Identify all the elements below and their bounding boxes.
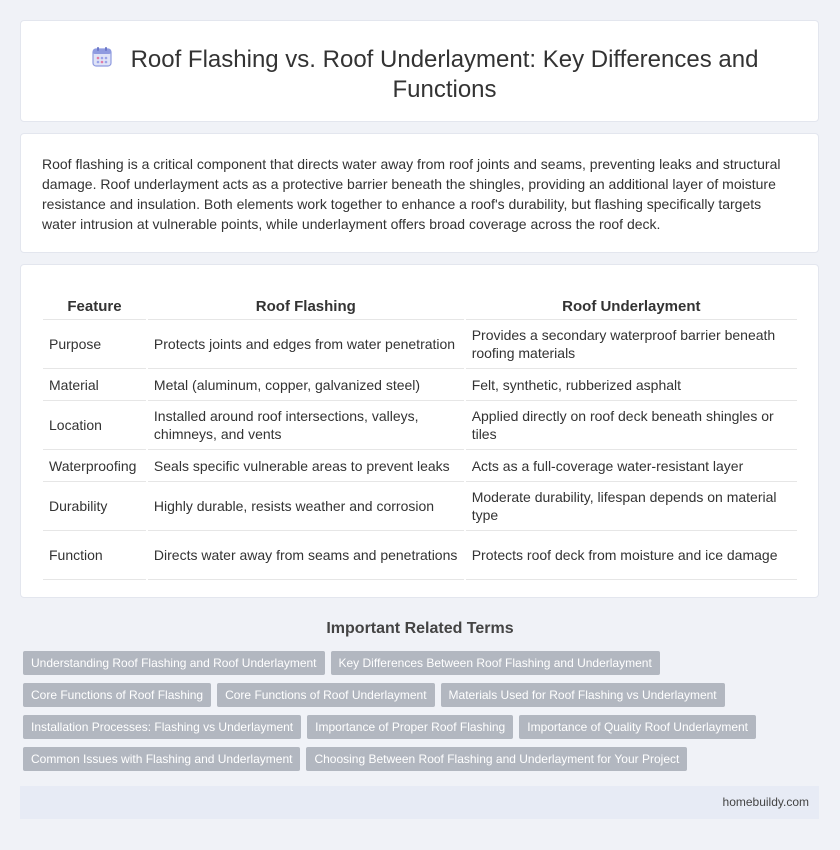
header-feature: Feature: [43, 293, 146, 320]
table-header-row: [43, 293, 797, 320]
feature-cell: Durability: [43, 482, 146, 531]
flashing-cell: Highly durable, resists weather and corrosion: [148, 482, 464, 531]
feature-cell: Purpose: [43, 320, 146, 369]
related-terms-list: [23, 651, 803, 779]
page-title: Roof Flashing vs. Roof Underlayment: Key Differences and Functions: [130, 46, 759, 103]
related-term-link[interactable]: Core Functions of Roof Underlayment: [217, 683, 434, 707]
intro-card: [20, 133, 819, 253]
title-card: [20, 20, 819, 122]
table-row: [43, 450, 797, 482]
related-term-link[interactable]: Common Issues with Flashing and Underlayment: [23, 747, 300, 771]
feature-cell: Function: [43, 531, 146, 580]
flashing-cell: Protects joints and edges from water penetration: [148, 320, 464, 369]
table-row: [43, 401, 797, 450]
feature-cell: Location: [43, 401, 146, 450]
flashing-cell: Directs water away from seams and penetrations: [148, 531, 464, 580]
related-terms-title: Important Related Terms: [326, 620, 514, 637]
header-roof-underlayment: Roof Underlayment: [466, 293, 797, 320]
underlayment-cell: Protects roof deck from moisture and ice damage: [466, 531, 797, 580]
underlayment-cell: Moderate durability, lifespan depends on material type: [466, 482, 797, 531]
underlayment-cell: Provides a secondary waterproof barrier beneath roofing materials: [466, 320, 797, 369]
comparison-table-card: [20, 264, 819, 598]
footer-site-link[interactable]: homebuildy.com: [722, 795, 809, 809]
feature-cell: Waterproofing: [43, 450, 146, 482]
intro-paragraph: Roof flashing is a critical component that directs water away from roof joints and seams, preventing leaks and structural damage. Roof underlayment acts as a protective barrier beneath the shingles, providing an additional layer of moisture resistance and insulation. Both elements work together to enhance a roof's durability, but flashing specifically targets water intrusion at vulnerable points, while underlayment offers broad coverage across the roof deck.: [42, 156, 781, 232]
flashing-cell: Installed around roof intersections, valleys, chimneys, and vents: [148, 401, 464, 450]
table-row: [43, 531, 797, 580]
related-term-link[interactable]: Understanding Roof Flashing and Roof Underlayment: [23, 651, 325, 675]
table-row: [43, 320, 797, 369]
related-term-link[interactable]: Core Functions of Roof Flashing: [23, 683, 211, 707]
comparison-table: [41, 293, 799, 580]
table-row: [43, 482, 797, 531]
underlayment-cell: Felt, synthetic, rubberized asphalt: [466, 369, 797, 401]
flashing-cell: Metal (aluminum, copper, galvanized steel): [148, 369, 464, 401]
underlayment-cell: Applied directly on roof deck beneath shingles or tiles: [466, 401, 797, 450]
footer: [20, 786, 819, 819]
feature-cell: Material: [43, 369, 146, 401]
related-term-link[interactable]: Importance of Proper Roof Flashing: [307, 715, 513, 739]
related-term-link[interactable]: Key Differences Between Roof Flashing and Underlayment: [331, 651, 660, 675]
underlayment-cell: Acts as a full-coverage water-resistant layer: [466, 450, 797, 482]
related-term-link[interactable]: Choosing Between Roof Flashing and Underlayment for Your Project: [306, 747, 687, 771]
related-term-link[interactable]: Importance of Quality Roof Underlayment: [519, 715, 756, 739]
flashing-cell: Seals specific vulnerable areas to prevent leaks: [148, 450, 464, 482]
table-row: [43, 369, 797, 401]
header-roof-flashing: Roof Flashing: [148, 293, 464, 320]
related-term-link[interactable]: Installation Processes: Flashing vs Underlayment: [23, 715, 301, 739]
related-term-link[interactable]: Materials Used for Roof Flashing vs Underlayment: [441, 683, 725, 707]
